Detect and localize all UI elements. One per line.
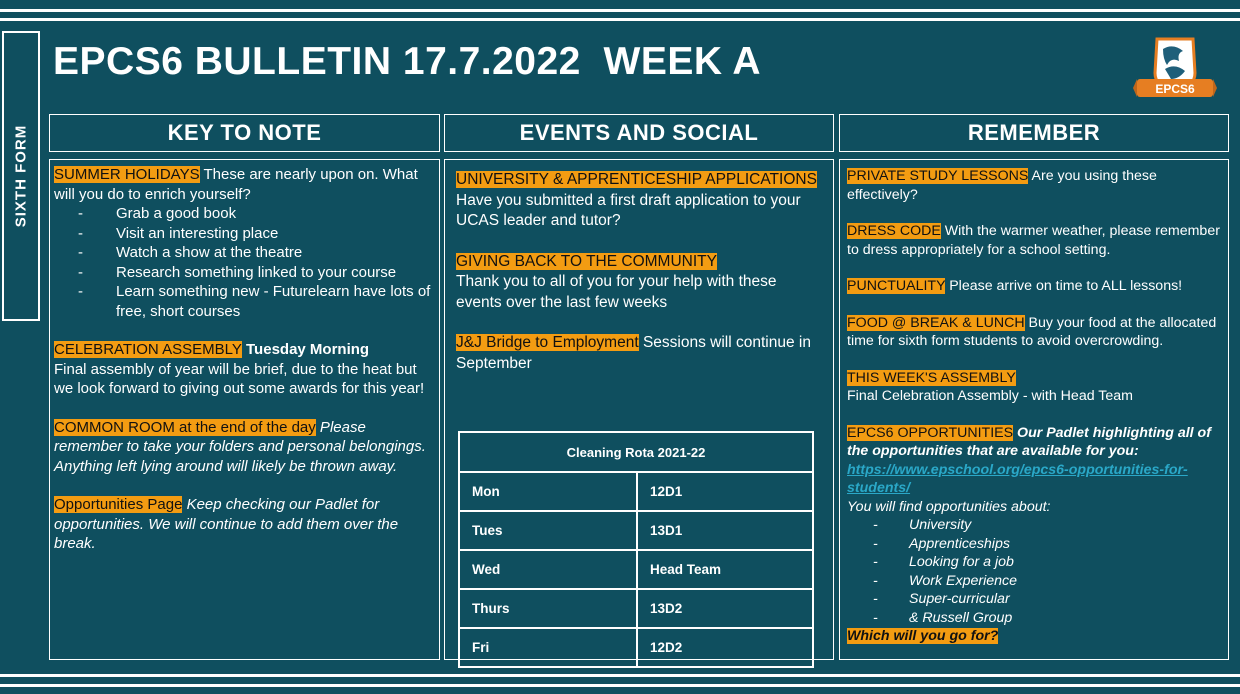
- punctuality-heading: PUNCTUALITY: [847, 278, 946, 294]
- food-break-heading: FOOD @ BREAK & LUNCH: [847, 314, 1025, 331]
- celebration-assembly-note: [54, 340, 435, 399]
- jj-bridge-heading: J&J Bridge to Employment: [456, 334, 639, 351]
- celebration-assembly-heading: CELEBRATION ASSEMBLY: [54, 341, 242, 358]
- common-room-note: [54, 418, 435, 477]
- epcs6-opportunities-heading: EPCS6 OPPORTUNITIES: [847, 424, 1014, 441]
- weekly-assembly-text: Final Celebration Assembly - with Head Team: [847, 388, 1133, 404]
- closing-question: Which will you go for?: [847, 628, 999, 644]
- cleaning-rota-title: Cleaning Rota 2021-22: [459, 432, 813, 472]
- summer-holidays-text: These are nearly upon on. What will you do to enrich yourself?: [54, 166, 418, 203]
- private-study-note: [847, 167, 1222, 204]
- punctuality-text: Please arrive on time to ALL lessons!: [945, 278, 1183, 294]
- list-item: - Work Experience: [847, 572, 1222, 591]
- common-room-heading: COMMON ROOM at the end of the day: [54, 418, 316, 436]
- dress-code-heading: DRESS CODE: [847, 223, 941, 239]
- dragon-crest-icon: [1133, 35, 1217, 107]
- padlet-link[interactable]: https://www.epschool.org/epcs6-opportunities-for-students/: [847, 461, 1188, 496]
- cleaning-rota-table: [458, 431, 814, 668]
- rota-group: 13D1: [637, 511, 813, 550]
- dress-code-note: [847, 222, 1222, 259]
- epcs6-opportunities-text: Our Padlet highlighting all of the opportunities that are available for you:: [847, 424, 1211, 459]
- giving-back-note: [456, 252, 825, 314]
- table-row: [459, 628, 813, 667]
- rota-group: Head Team: [637, 550, 813, 589]
- epcs6-opportunities-note: [847, 424, 1222, 646]
- jj-bridge-note: [456, 333, 825, 374]
- university-applications-note: [456, 170, 825, 232]
- list-item: - Grab a good book: [54, 204, 435, 224]
- table-row: [459, 511, 813, 550]
- private-study-heading: PRIVATE STUDY LESSONS: [847, 168, 1029, 184]
- page-title: EPCS6 BULLETIN 17.7.2022 WEEK A: [53, 40, 762, 83]
- university-applications-heading: UNIVERSITY & APPRENTICESHIP APPLICATIONS: [456, 171, 817, 188]
- top-stripe-2: [0, 18, 1240, 21]
- rota-day: Wed: [459, 550, 637, 589]
- list-item: - Research something linked to your course: [54, 263, 435, 283]
- header-remember: REMEMBER: [839, 114, 1229, 152]
- school-logo: [1133, 35, 1217, 107]
- bottom-stripe-2: [0, 684, 1240, 687]
- dress-code-text: With the warmer weather, please remember to dress appropriately for a school setting.: [847, 223, 1220, 258]
- punctuality-note: [847, 277, 1222, 296]
- list-item: - Visit an interesting place: [54, 224, 435, 244]
- giving-back-heading: GIVING BACK TO THE COMMUNITY: [456, 252, 717, 270]
- opportunities-page-heading: Opportunities Page: [54, 496, 183, 513]
- list-item: - Learn something new - Futurelearn have lots of free, short courses: [54, 282, 435, 321]
- summer-holidays-note: [54, 165, 435, 204]
- header-key-to-note: KEY TO NOTE: [49, 114, 440, 152]
- table-row: [459, 589, 813, 628]
- logo-text: EPCS6: [1155, 82, 1195, 96]
- rota-day: Fri: [459, 628, 637, 667]
- rota-day: Tues: [459, 511, 637, 550]
- opportunities-page-note: [54, 495, 435, 554]
- remember-panel: [839, 159, 1229, 660]
- top-stripe-1: [0, 9, 1240, 12]
- university-applications-text: Have you submitted a first draft application to your UCAS leader and tutor?: [456, 191, 801, 229]
- list-item: - Apprenticeships: [847, 535, 1222, 554]
- food-break-text: Buy your food at the allocated time for sixth form students to avoid overcrowding.: [847, 314, 1217, 349]
- opportunities-page-text: Keep checking our Padlet for opportunities. We will continue to add them over the break.: [54, 496, 399, 552]
- rota-day: Mon: [459, 472, 637, 511]
- giving-back-text: Thank you to all of you for your help with these events over the last few weeks: [456, 273, 777, 311]
- sixth-form-tab: [2, 31, 40, 321]
- rota-group: 13D2: [637, 589, 813, 628]
- bottom-stripe-1: [0, 674, 1240, 677]
- list-item: - Watch a show at the theatre: [54, 243, 435, 263]
- list-item: - Looking for a job: [847, 553, 1222, 572]
- sixth-form-label: SIXTH FORM: [12, 124, 30, 228]
- summer-ideas-list: [54, 204, 435, 321]
- food-break-note: [847, 314, 1222, 351]
- weekly-assembly-heading: THIS WEEK'S ASSEMBLY: [847, 369, 1016, 386]
- table-row: [459, 550, 813, 589]
- common-room-text: Please remember to take your folders and personal belongings. Anything left lying around will likely be thrown away.: [54, 418, 426, 475]
- celebration-assembly-text: Final assembly of year will be brief, due to the heat but we look forward to giving out some awards for this year!: [54, 360, 425, 397]
- key-to-note-panel: [49, 159, 440, 660]
- rota-group: 12D2: [637, 628, 813, 667]
- list-item: - & Russell Group: [847, 609, 1222, 628]
- weekly-assembly-note: [847, 369, 1222, 406]
- jj-bridge-text: Sessions will continue in September: [456, 334, 811, 372]
- opportunities-list: [847, 516, 1222, 627]
- private-study-text: Are you using these effectively?: [847, 168, 1157, 203]
- celebration-assembly-time: Tuesday Morning: [241, 341, 370, 358]
- table-row: [459, 472, 813, 511]
- list-item: - University: [847, 516, 1222, 535]
- rota-group: 12D1: [637, 472, 813, 511]
- list-item: - Super-curricular: [847, 590, 1222, 609]
- opportunities-intro: You will find opportunities about:: [847, 498, 1051, 515]
- summer-holidays-heading: SUMMER HOLIDAYS: [54, 166, 200, 183]
- rota-day: Thurs: [459, 589, 637, 628]
- header-events-social: EVENTS AND SOCIAL: [444, 114, 834, 152]
